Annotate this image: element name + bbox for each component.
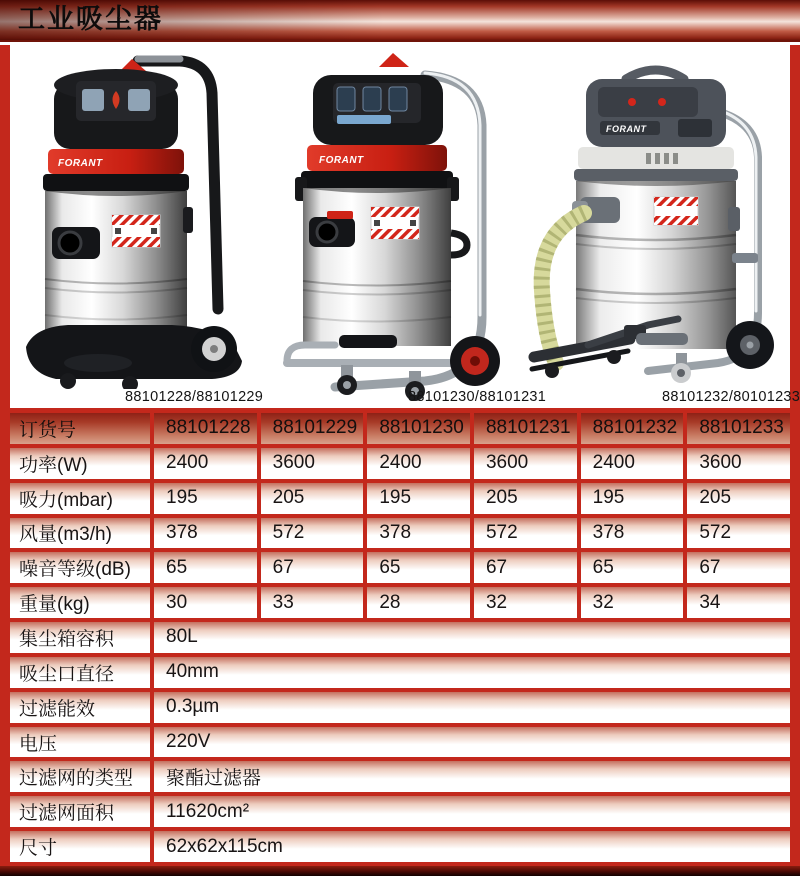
spec-value-cell: 33 — [257, 587, 364, 618]
spec-row — [10, 479, 790, 514]
spec-value-cell: 572 — [257, 518, 364, 549]
spec-value-cell: 32 — [470, 587, 577, 618]
spec-value-cell: 67 — [470, 552, 577, 583]
spec-row-label: 电压 — [10, 727, 150, 758]
tank-collar — [574, 169, 738, 181]
vacuum-photo-3 — [528, 57, 790, 389]
brand-logo-text: FORANT — [606, 124, 647, 134]
spec-row-label: 过滤网的类型 — [10, 761, 150, 792]
product-caption-1: 88101228/88101229 — [125, 389, 264, 405]
spec-value-cell: 572 — [683, 518, 790, 549]
spec-value-cell: 205 — [683, 483, 790, 514]
product-caption-3: 88101232/80101233 — [662, 389, 800, 405]
spec-row — [10, 618, 790, 653]
spec-value-cell: 88101232 — [577, 413, 684, 444]
spec-value-cell: 30 — [150, 587, 257, 618]
warning-sticker — [371, 207, 419, 239]
head-latch — [379, 53, 409, 67]
spec-row-label: 集尘箱容积 — [10, 622, 150, 653]
product-figure-2 — [275, 45, 520, 406]
spec-value-cell: 65 — [577, 552, 684, 583]
control-panel — [598, 87, 698, 117]
spec-value-cell: 3600 — [470, 448, 577, 479]
spec-value-cell: 2400 — [577, 448, 684, 479]
caster-wheel — [671, 353, 691, 383]
vacuum-photo-1 — [20, 47, 250, 389]
spec-value-cell: 40mm — [150, 657, 790, 688]
spec-value-cell: 32 — [577, 587, 684, 618]
side-handle — [451, 233, 467, 255]
spec-value-cell: 62x62x115cm — [150, 831, 790, 862]
spec-row — [10, 514, 790, 549]
spec-row-label: 噪音等级(dB) — [10, 552, 150, 583]
spec-row — [10, 723, 790, 758]
spec-value-cell: 378 — [363, 518, 470, 549]
spec-value-cell: 聚酯过滤器 — [150, 761, 790, 792]
spec-value-cell: 195 — [150, 483, 257, 514]
spec-row — [10, 827, 790, 862]
bottom-bar — [0, 866, 800, 876]
spec-value-cell: 28 — [363, 587, 470, 618]
spec-row-label: 风量(m3/h) — [10, 518, 150, 549]
spec-value-cell: 80L — [150, 622, 790, 653]
label-strip — [337, 115, 391, 124]
spec-value-cell: 205 — [257, 483, 364, 514]
spec-row-label: 重量(kg) — [10, 587, 150, 618]
spec-value-cell: 65 — [150, 552, 257, 583]
carry-handle — [626, 70, 684, 79]
spec-value-cell: 3600 — [257, 448, 364, 479]
spec-value-cell: 572 — [470, 518, 577, 549]
product-figure-1 — [20, 47, 250, 394]
spec-value-cell: 378 — [577, 518, 684, 549]
spec-value-cell: 11620cm² — [150, 796, 790, 827]
spec-value-cell: 2400 — [150, 448, 257, 479]
spec-value-cell: 88101228 — [150, 413, 257, 444]
product-figure-3 — [528, 57, 790, 394]
title-bar — [0, 0, 800, 42]
tank-collar — [301, 171, 453, 188]
spec-row-label: 订货号 — [10, 413, 150, 444]
spec-value-cell: 65 — [363, 552, 470, 583]
caster-wheel — [337, 365, 357, 395]
spec-row — [10, 757, 790, 792]
spec-table — [0, 408, 800, 866]
spec-row — [10, 792, 790, 827]
spec-value-cell: 378 — [150, 518, 257, 549]
spec-value-cell: 3600 — [683, 448, 790, 479]
spec-row — [10, 444, 790, 479]
spec-row — [10, 583, 790, 618]
tank-collar — [43, 174, 189, 191]
spec-row-label: 过滤网面积 — [10, 796, 150, 827]
spec-row-label: 功率(W) — [10, 448, 150, 479]
product-caption-2: 88101230/88101231 — [408, 389, 547, 405]
spec-value-cell: 34 — [683, 587, 790, 618]
spec-row — [10, 653, 790, 688]
brand-logo-text: FORANT — [319, 155, 364, 166]
spec-value-cell: 195 — [363, 483, 470, 514]
vacuum-photo-2 — [275, 45, 520, 401]
page-title: 工业吸尘器 — [18, 4, 163, 34]
spec-value-cell: 205 — [470, 483, 577, 514]
warning-sticker — [112, 215, 160, 247]
product-gallery — [0, 45, 800, 408]
spec-row-label: 过滤能效 — [10, 692, 150, 723]
spec-row-label: 吸力(mbar) — [10, 483, 150, 514]
spec-value-cell: 195 — [577, 483, 684, 514]
spec-value-cell: 67 — [683, 552, 790, 583]
spec-value-cell: 88101230 — [363, 413, 470, 444]
spec-value-cell: 220V — [150, 727, 790, 758]
brand-logo-text: FORANT — [58, 158, 103, 169]
spec-value-cell: 0.3µm — [150, 692, 790, 723]
caster-wheel — [60, 373, 76, 389]
content-frame — [0, 45, 800, 876]
spec-value-cell: 67 — [257, 552, 364, 583]
spec-value-cell: 88101231 — [470, 413, 577, 444]
spec-value-cell: 88101233 — [683, 413, 790, 444]
spec-row-label: 吸尘口直径 — [10, 657, 150, 688]
spec-row — [10, 688, 790, 723]
spec-row — [10, 413, 790, 444]
spec-row — [10, 548, 790, 583]
spec-row-label: 尺寸 — [10, 831, 150, 862]
spec-value-cell: 2400 — [363, 448, 470, 479]
spec-value-cell: 88101229 — [257, 413, 364, 444]
warning-sticker — [654, 197, 698, 225]
